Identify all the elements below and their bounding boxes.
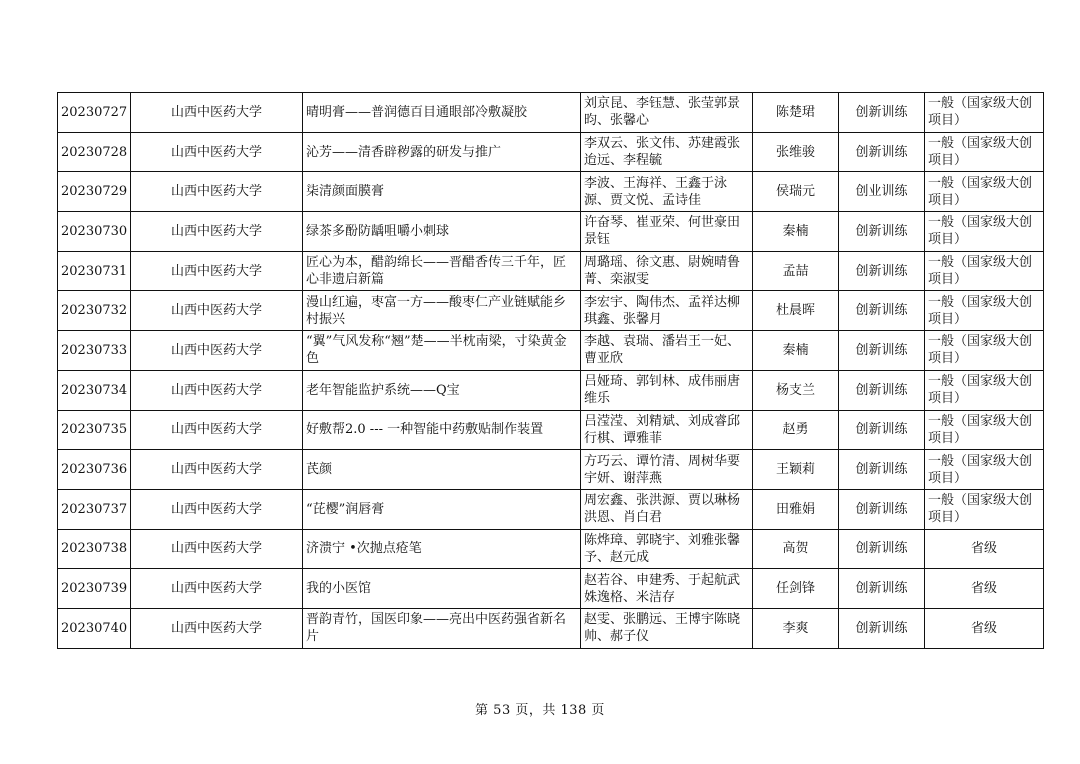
project-type-cell: 创新训练	[839, 529, 925, 569]
project-level-cell: 省级	[925, 569, 1044, 609]
school-cell: 山西中医药大学	[131, 291, 303, 331]
members-cell: 周璐瑶、徐文惠、尉婉晴鲁菁、栾淑雯	[581, 251, 753, 291]
school-cell: 山西中医药大学	[131, 569, 303, 609]
mentor-cell: 任剑锋	[753, 569, 839, 609]
project-level-cell: 省级	[925, 608, 1044, 648]
members-cell: 方巧云、谭竹清、周树华要宇妍、谢萍燕	[581, 450, 753, 490]
table-row	[58, 608, 1044, 648]
school-cell: 山西中医药大学	[131, 489, 303, 529]
project-level-cell: 一般（国家级大创项目）	[925, 93, 1044, 133]
school-cell: 山西中医药大学	[131, 410, 303, 450]
members-cell: 许奋琴、崔亚荣、何世豪田景钰	[581, 212, 753, 252]
school-cell: 山西中医药大学	[131, 370, 303, 410]
project-id-cell: 20230737	[58, 489, 131, 529]
members-cell: 李双云、张文伟、苏建霞张迨远、李程毓	[581, 132, 753, 172]
project-type-cell: 创新训练	[839, 93, 925, 133]
project-id-cell: 20230739	[58, 569, 131, 609]
school-cell: 山西中医药大学	[131, 331, 303, 371]
members-cell: 李宏宇、陶伟杰、孟祥达柳琪鑫、张馨月	[581, 291, 753, 331]
project-id-cell: 20230736	[58, 450, 131, 490]
project-id-cell: 20230734	[58, 370, 131, 410]
school-cell: 山西中医药大学	[131, 529, 303, 569]
project-id-cell: 20230730	[58, 212, 131, 252]
project-title-cell: 济溃宁 •次抛点疮笔	[303, 529, 581, 569]
mentor-cell: 孟喆	[753, 251, 839, 291]
school-cell: 山西中医药大学	[131, 608, 303, 648]
table-row	[58, 93, 1044, 133]
table-row	[58, 212, 1044, 252]
project-type-cell: 创新训练	[839, 212, 925, 252]
mentor-cell: 高贺	[753, 529, 839, 569]
project-id-cell: 20230727	[58, 93, 131, 133]
project-level-cell: 一般（国家级大创项目）	[925, 172, 1044, 212]
project-title-cell: 漫山红遍，枣富一方——酸枣仁产业链赋能乡村振兴	[303, 291, 581, 331]
table-body	[58, 93, 1044, 649]
project-type-cell: 创新训练	[839, 569, 925, 609]
project-level-cell: 一般（国家级大创项目）	[925, 132, 1044, 172]
project-title-cell: 晋韵青竹，国医印象——亮出中医药强省新名片	[303, 608, 581, 648]
project-level-cell: 一般（国家级大创项目）	[925, 291, 1044, 331]
table-row	[58, 450, 1044, 490]
project-type-cell: 创新训练	[839, 291, 925, 331]
members-cell: 李波、王海祥、王鑫于泳源、贾文悦、孟诗佳	[581, 172, 753, 212]
project-id-cell: 20230738	[58, 529, 131, 569]
table-row	[58, 370, 1044, 410]
project-title-cell: 绿茶多酚防龋咀嚼小刺球	[303, 212, 581, 252]
mentor-cell: 秦楠	[753, 212, 839, 252]
project-title-cell: 老年智能监护系统——Q宝	[303, 370, 581, 410]
project-title-cell: 我的小医馆	[303, 569, 581, 609]
school-cell: 山西中医药大学	[131, 450, 303, 490]
project-level-cell: 一般（国家级大创项目）	[925, 410, 1044, 450]
school-cell: 山西中医药大学	[131, 93, 303, 133]
members-cell: 吕娅琦、郭钊林、成伟丽唐维乐	[581, 370, 753, 410]
project-type-cell: 创业训练	[839, 172, 925, 212]
mentor-cell: 杜晨晖	[753, 291, 839, 331]
project-id-cell: 20230728	[58, 132, 131, 172]
school-cell: 山西中医药大学	[131, 251, 303, 291]
project-id-cell: 20230740	[58, 608, 131, 648]
members-cell: 周宏鑫、张洪源、贾以琳杨洪恩、肖白君	[581, 489, 753, 529]
project-title-cell: 晴明膏——普润德百目通眼部冷敷凝胶	[303, 93, 581, 133]
project-level-cell: 一般（国家级大创项目）	[925, 489, 1044, 529]
school-cell: 山西中医药大学	[131, 212, 303, 252]
members-cell: 陈烨璋、郭晓宇、刘雅张馨予、赵元成	[581, 529, 753, 569]
project-level-cell: 一般（国家级大创项目）	[925, 450, 1044, 490]
members-cell: 李越、袁瑞、潘岩王一妃、曹亚欣	[581, 331, 753, 371]
mentor-cell: 赵勇	[753, 410, 839, 450]
project-level-cell: 一般（国家级大创项目）	[925, 212, 1044, 252]
school-cell: 山西中医药大学	[131, 132, 303, 172]
table-row	[58, 331, 1044, 371]
project-title-cell: 芪颜	[303, 450, 581, 490]
project-id-cell: 20230733	[58, 331, 131, 371]
mentor-cell: 王颖莉	[753, 450, 839, 490]
members-cell: 吕滢滢、刘精斌、刘成睿邱行棋、谭雅菲	[581, 410, 753, 450]
members-cell: 刘京昆、李钰慧、张莹郭景昀、张馨心	[581, 93, 753, 133]
project-id-cell: 20230735	[58, 410, 131, 450]
table-row	[58, 172, 1044, 212]
project-type-cell: 创新训练	[839, 489, 925, 529]
project-type-cell: 创新训练	[839, 410, 925, 450]
table-row	[58, 489, 1044, 529]
project-title-cell: 柒清颜面膜膏	[303, 172, 581, 212]
table-row	[58, 529, 1044, 569]
table-row	[58, 569, 1044, 609]
project-title-cell: 匠心为本，醋韵绵长——晋醋香传三千年，匠心非遗启新篇	[303, 251, 581, 291]
project-title-cell: 好敷帮2.0 --- 一种智能中药敷贴制作装置	[303, 410, 581, 450]
project-type-cell: 创新训练	[839, 370, 925, 410]
project-title-cell: 沁芳——清香辟秽露的研发与推广	[303, 132, 581, 172]
mentor-cell: 杨支兰	[753, 370, 839, 410]
project-level-cell: 一般（国家级大创项目）	[925, 370, 1044, 410]
table-row	[58, 251, 1044, 291]
project-table	[57, 92, 1044, 649]
mentor-cell: 陈楚珺	[753, 93, 839, 133]
project-type-cell: 创新训练	[839, 331, 925, 371]
project-id-cell: 20230731	[58, 251, 131, 291]
table-row	[58, 291, 1044, 331]
mentor-cell: 李爽	[753, 608, 839, 648]
project-level-cell: 一般（国家级大创项目）	[925, 251, 1044, 291]
members-cell: 赵雯、张鹏远、王博宇陈晓帅、郝子仪	[581, 608, 753, 648]
project-title-cell: “芘樱”润唇膏	[303, 489, 581, 529]
project-type-cell: 创新训练	[839, 132, 925, 172]
table-row	[58, 410, 1044, 450]
project-type-cell: 创新训练	[839, 450, 925, 490]
mentor-cell: 田雅娟	[753, 489, 839, 529]
members-cell: 赵若谷、申建秀、于起航武姝逸格、米洁存	[581, 569, 753, 609]
page-number: 第 53 页，共 138 页	[475, 703, 605, 718]
project-id-cell: 20230729	[58, 172, 131, 212]
project-level-cell: 省级	[925, 529, 1044, 569]
school-cell: 山西中医药大学	[131, 172, 303, 212]
project-type-cell: 创新训练	[839, 608, 925, 648]
project-type-cell: 创新训练	[839, 251, 925, 291]
table-row	[58, 132, 1044, 172]
project-level-cell: 一般（国家级大创项目）	[925, 331, 1044, 371]
project-title-cell: “翼”气风发称“翘”楚——半枕南梁，寸染黄金色	[303, 331, 581, 371]
project-id-cell: 20230732	[58, 291, 131, 331]
mentor-cell: 侯瑞元	[753, 172, 839, 212]
mentor-cell: 张维骏	[753, 132, 839, 172]
mentor-cell: 秦楠	[753, 331, 839, 371]
